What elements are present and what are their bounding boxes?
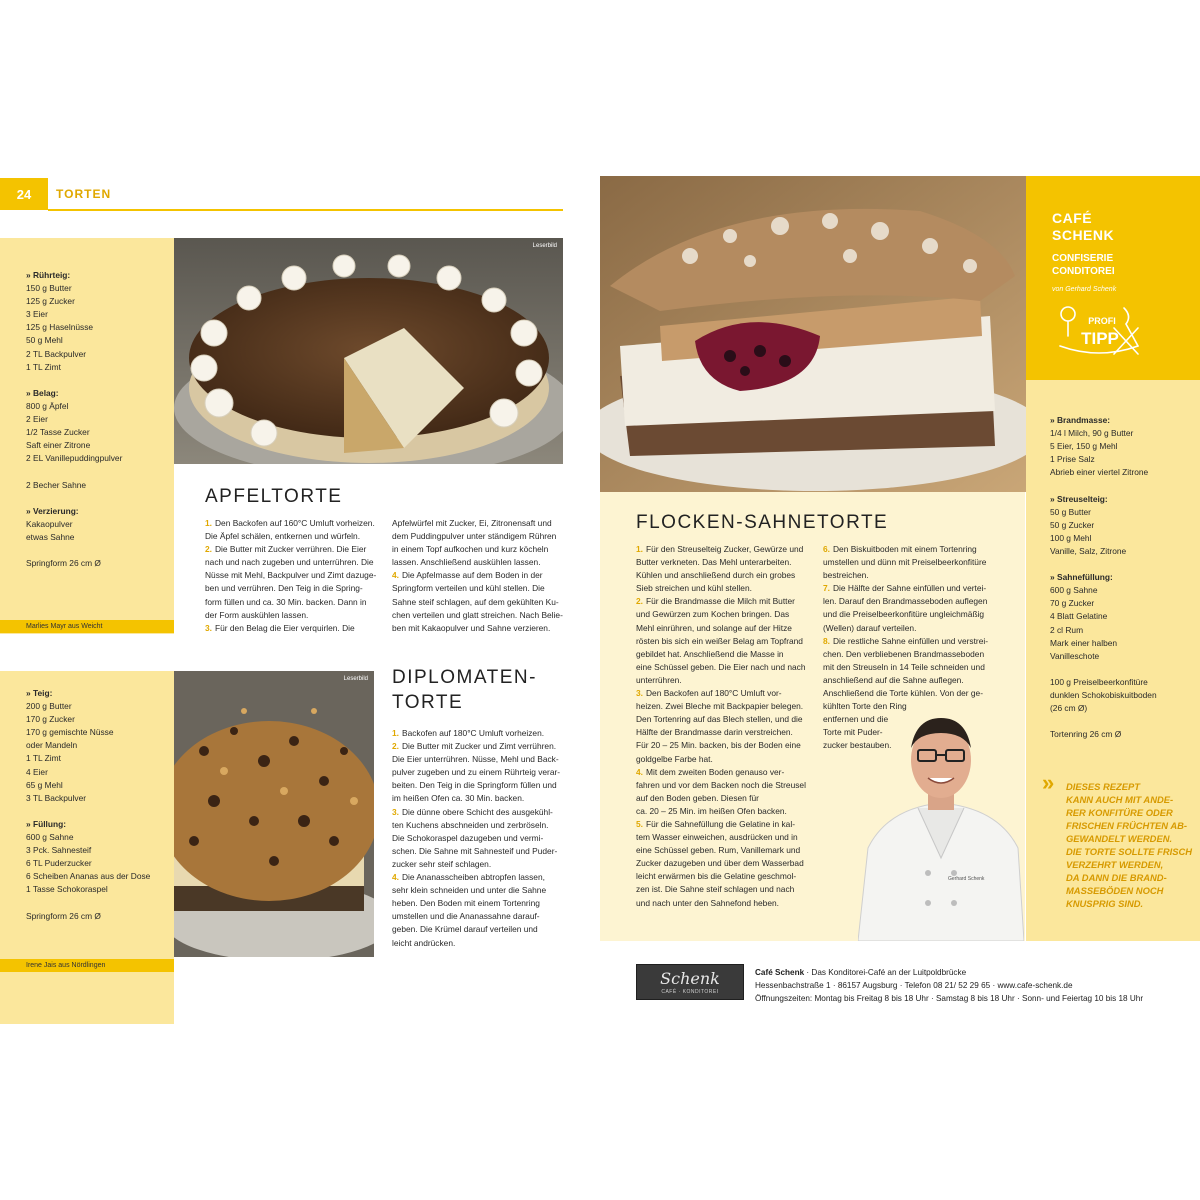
logo-wordmark: Schenk (660, 969, 720, 988)
logo-subtitle: CAFÉ · KONDITOREI (661, 989, 719, 995)
step-text: Für die Sahnefüllung die Gelatine in kal- (646, 818, 795, 829)
ingredient-spacer (1050, 715, 1157, 728)
ingredient-heading: » Streuselteig: (1050, 493, 1108, 504)
step-line (823, 582, 988, 595)
ingredient-item: Vanille, Salz, Zitrone (1050, 545, 1127, 556)
cafe-subtitle (1052, 252, 1115, 278)
step-line (392, 530, 563, 543)
ingredient-item: Tortenring 26 cm Ø (1050, 729, 1122, 740)
step-line (823, 687, 988, 700)
step-line (823, 674, 988, 687)
ingredient-item: (26 cm Ø) (1050, 703, 1088, 714)
ingredient-spacer (26, 492, 122, 505)
step-text: rösten bis sich ein weißer Belag am Topfrand (636, 635, 803, 646)
ingredient-item: 125 g Haselnüsse (26, 322, 94, 333)
flocken-photo (600, 176, 1026, 492)
cafe-name-line1: CAFÉ (1052, 210, 1093, 226)
ingredient-item: 2 cl Rum (1050, 624, 1084, 635)
apfeltorte-ingredients-panel (0, 238, 174, 634)
step-line (636, 792, 806, 805)
step-line (636, 674, 806, 687)
diplomatentorte-title (392, 665, 537, 715)
step-text: Mit dem zweiten Boden genauso ver- (646, 766, 785, 777)
step-text: leicht erwärmen bis die Gelatine geschmol- (636, 871, 797, 882)
step-number: 1. (392, 728, 399, 738)
step-text: kühlten Torte den Ring (823, 701, 907, 712)
contact-address: Hessenbachstraße 1 · 86157 Augsburg · Telefon 08 21/ 52 29 65 · www.cafe-schenk.de (755, 981, 1073, 990)
step-text: nach und nach zugeben und unterrühren. Die (205, 557, 374, 568)
step-text: Hälfte der Brandmasse darin verstreichen. (636, 727, 793, 738)
ingredient-item: oder Mandeln (26, 740, 78, 751)
ingredient-item: Saft einer Zitrone (26, 440, 91, 451)
step-text: Springform verteilen und kühl stellen. Die (392, 583, 545, 594)
diplomatentorte-title-line1: DIPLOMATEN- (392, 667, 537, 688)
ingredient-item: 1 TL Zimt (26, 753, 61, 764)
apfeltorte-reader-credit: Marlies Mayr aus Weicht (0, 620, 174, 633)
ingredient-spacer (1050, 479, 1157, 492)
step-text: Die Ananasscheiben abtropfen lassen, (402, 872, 545, 883)
apfeltorte-ingredients (26, 269, 122, 570)
step-line (823, 595, 988, 608)
step-line (636, 831, 806, 844)
apfeltorte-steps-col1 (205, 517, 376, 635)
ingredient-item: 1/2 Tasse Zucker (26, 427, 90, 438)
step-text: mit den Streuseln in 14 Teile schneiden und (823, 661, 985, 672)
ingredient-item: 170 g Zucker (26, 714, 75, 725)
diplomatentorte-photo-credit: Leserbild (343, 676, 368, 682)
step-text: ten Kuchens abschneiden und zerbröseln. (392, 819, 549, 830)
ingredient-spacer (26, 897, 150, 910)
step-text: in einem Topf aufkochen und kurz köcheln (392, 544, 549, 555)
step-text: fahren und vor dem Backen noch die Streusel (636, 779, 806, 790)
step-line (205, 543, 376, 556)
step-text: Den Tortenring auf das Blech stellen, und die (636, 714, 803, 725)
step-line (636, 700, 806, 713)
step-text: leicht andrücken. (392, 937, 456, 948)
step-line (636, 857, 806, 870)
ingredient-heading: » Belag: (26, 387, 59, 398)
diplomatentorte-steps (392, 727, 560, 950)
ingredient-item: Springform 26 cm Ø (26, 910, 101, 921)
ingredient-item: 150 g Butter (26, 283, 72, 294)
step-line (392, 845, 560, 858)
step-text: Sieb streichen und kühl stellen. (636, 583, 752, 594)
step-text: Die Äpfel schälen, entkernen und würfeln. (205, 531, 361, 542)
step-line (392, 923, 560, 936)
step-line (823, 661, 988, 674)
ingredient-spacer (26, 805, 150, 818)
step-line (392, 740, 560, 753)
step-text: beiten. Den Teig in die Springform füllen und (392, 780, 557, 791)
diplomatentorte-photo (174, 671, 374, 957)
step-text: Torte mit Puder- (823, 727, 883, 738)
ingredient-heading: » Brandmasse: (1050, 415, 1111, 425)
step-line (636, 897, 806, 910)
step-text: bestreichen. (823, 570, 869, 581)
step-text: Anschließend die Torte kühlen. Von der ge- (823, 688, 984, 699)
step-text: Mehl einrühren, und solange auf der Hitze (636, 622, 792, 633)
contact-name: Café Schenk (755, 968, 805, 977)
step-text: pulver zugeben und zu einem Rührteig verar- (392, 767, 561, 778)
ingredient-item: 1/4 l Milch, 90 g Butter (1050, 428, 1134, 439)
step-line (392, 937, 560, 950)
tip-line: KNUSPRIG SIND. (1066, 898, 1144, 909)
step-line (392, 897, 560, 910)
step-number: 3. (636, 688, 643, 699)
step-line (392, 556, 563, 569)
step-text: chen verteilen und glatt streichen. Nach Belie- (392, 609, 563, 620)
ingredient-item: 50 g Mehl (26, 335, 63, 346)
contact-line1 (755, 966, 1143, 979)
step-line (205, 622, 376, 635)
step-line (636, 582, 806, 595)
step-text: Die Eier unterrühren. Nüsse, Mehl und Back- (392, 754, 559, 765)
profi-tipp-badge (1054, 302, 1144, 360)
tip-line: KANN AUCH MIT ANDE- (1066, 794, 1174, 805)
step-text: Die Apfelmasse auf dem Boden in der (402, 570, 543, 581)
diplomatentorte-reader-credit: Irene Jais aus Nördlingen (0, 959, 174, 972)
step-line (392, 727, 560, 740)
step-line (823, 543, 988, 556)
step-line (392, 792, 560, 805)
step-line (823, 648, 988, 661)
step-text: anschließend auf die Sahne auflegen. (823, 674, 964, 685)
ingredient-spacer (26, 374, 122, 387)
ingredient-spacer (1050, 558, 1157, 571)
step-line (636, 569, 806, 582)
diplomatentorte-title-line2: TORTE (392, 692, 464, 713)
ingredient-item: Springform 26 cm Ø (26, 558, 101, 569)
step-text: ben mit Kakaopulver und Sahne verzieren. (392, 622, 551, 633)
step-text: umstellen und die Ananassahne darauf- (392, 911, 540, 922)
ingredient-item: Kakaopulver (26, 518, 73, 529)
chef-name-tag: Gerhard Schenk (948, 876, 985, 882)
cafe-subtitle-line2: CONDITOREI (1052, 266, 1115, 277)
step-line (823, 569, 988, 582)
ingredient-spacer (26, 544, 122, 557)
step-text: Apfelwürfel mit Zucker, Ei, Zitronensaft und (392, 518, 552, 528)
step-line (636, 818, 806, 831)
header-divider (48, 209, 563, 211)
ingredient-item: 1 Prise Salz (1050, 454, 1095, 465)
step-text: eine Schüssel geben. Die Eier nach und nach (636, 661, 806, 672)
step-text: ben und verrühren. Den Teig in die Spring- (205, 583, 363, 594)
step-line (205, 556, 376, 569)
step-text: zen ist. Die Sahne steif schlagen und nach (636, 884, 795, 895)
tipp-label: TIPP (1081, 329, 1119, 348)
step-text: eine Schüssel geben. Rum, Vanillemark und (636, 845, 801, 856)
step-number: 3. (205, 622, 212, 633)
step-line (392, 910, 560, 923)
cafe-schenk-box (1026, 176, 1200, 380)
apfeltorte-steps-col2 (392, 517, 563, 635)
ingredient-item: 2 Eier (26, 414, 48, 425)
step-text: Die Butter mit Zucker und Zimt verrühren. (402, 741, 557, 752)
step-number: 7. (823, 583, 830, 594)
step-line (392, 582, 563, 595)
tip-line: VERZEHRT WERDEN, (1066, 859, 1164, 870)
step-text: Für die Brandmasse die Milch mit Butter (646, 596, 795, 607)
step-line (636, 779, 806, 792)
step-line (205, 530, 376, 543)
page-number: 24 (0, 178, 48, 210)
flocken-steps-col1 (636, 543, 806, 910)
step-line (392, 517, 563, 530)
step-text: geben. Die Krümel darauf verteilen und (392, 924, 538, 935)
step-number: 4. (636, 766, 643, 777)
step-text: unterrühren. (636, 674, 682, 685)
step-text: Die restliche Sahne einfüllen und verstrei- (833, 635, 989, 646)
step-number: 3. (392, 806, 399, 817)
step-text: Den Backofen auf 160°C Umluft vorheizen. (215, 518, 375, 528)
step-text: und die Preiselbeerkonfitüre ungleichmäßig (823, 609, 985, 620)
ingredient-item: 50 g Butter (1050, 506, 1091, 517)
ingredient-item: 1 TL Zimt (26, 361, 61, 372)
step-text: der Form auskühlen lassen. (205, 609, 309, 620)
step-text: schen. Die Sahne mit Sahnesteif und Puder- (392, 845, 558, 856)
step-line (636, 726, 806, 739)
step-line (636, 753, 806, 766)
step-line (205, 596, 376, 609)
step-text: len. Darauf den Brandmasseboden auflegen (823, 596, 988, 607)
step-line (392, 622, 563, 635)
step-text: goldgelbe Farbe hat. (636, 753, 713, 764)
ingredient-item: 100 g Mehl (1050, 532, 1092, 543)
step-number: 8. (823, 635, 830, 646)
step-text: lassen. Anschließend auskühlen lassen. (392, 557, 541, 568)
apfeltorte-image (174, 238, 563, 464)
step-line (392, 753, 560, 766)
step-line (205, 582, 376, 595)
diplomatentorte-ingredients (26, 687, 150, 923)
step-text: Für 20 – 25 Min. backen, bis der Boden eine (636, 740, 801, 751)
step-line (823, 622, 988, 635)
step-text: Nüsse mit Mehl, Backpulver und Zimt dazuge- (205, 570, 377, 581)
step-text: dem Puddingpulver unter ständigem Rühren (392, 531, 557, 542)
step-line (205, 569, 376, 582)
ingredient-item: 3 Eier (26, 309, 48, 320)
cafe-name-line2: SCHENK (1052, 227, 1115, 243)
step-text: heben. Den Boden mit einem Tortenring (392, 898, 540, 909)
step-line (636, 766, 806, 779)
step-line (392, 832, 560, 845)
step-line (636, 661, 806, 674)
tip-line: FRISCHEN FRÜCHTEN AB- (1066, 820, 1188, 831)
step-line (636, 608, 806, 621)
step-number: 1. (205, 518, 212, 528)
step-line (636, 556, 806, 569)
ingredient-item: 800 g Äpfel (26, 400, 69, 411)
step-number: 6. (823, 544, 830, 554)
tip-line: MASSEBÖDEN NOCH (1066, 885, 1164, 896)
contact-hours: Öffnungszeiten: Montag bis Freitag 8 bis 18 Uhr · Samstag 8 bis 18 Uhr · Sonn- und Feiertag 10 bis 18 Uhr (755, 994, 1144, 1003)
step-text: Die Hälfte der Sahne einfüllen und vertei- (833, 583, 987, 594)
step-text: ca. 20 – 25 Min. im heißen Ofen backen. (636, 805, 787, 816)
step-text: Sahne steif schlagen, auf dem gekühlten Ku- (392, 596, 559, 607)
step-text: Den Backofen auf 180°C Umluft vor- (646, 688, 782, 699)
ingredient-item: 125 g Zucker (26, 296, 75, 307)
step-line (636, 687, 806, 700)
ingredient-item: 6 TL Puderzucker (26, 858, 92, 869)
ingredient-item: dunklen Schokobiskuitboden (1050, 689, 1157, 700)
apfeltorte-photo (174, 238, 563, 464)
chef-image (858, 708, 1024, 941)
ingredient-item: 600 g Sahne (26, 832, 74, 843)
ingredient-item: 600 g Sahne (1050, 585, 1098, 596)
step-text: gebildet hat. Anschließend die Masse in (636, 648, 784, 659)
flocken-ingredients-panel (1026, 380, 1200, 941)
step-text: entfernen und die (823, 714, 889, 725)
ingredient-item: 65 g Mehl (26, 779, 63, 790)
cafe-contact (755, 966, 1143, 1005)
ingredient-item: 6 Scheiben Ananas aus der Dose (26, 871, 151, 882)
ingredient-item: 5 Eier, 150 g Mehl (1050, 441, 1118, 452)
ingredient-heading: » Füllung: (26, 818, 67, 829)
section-title: TORTEN (56, 187, 112, 201)
step-line (392, 858, 560, 871)
step-text: im heißen Ofen ca. 30 Min. backen. (392, 793, 525, 804)
ingredient-item: 200 g Butter (26, 701, 72, 712)
ingredient-heading: » Verzierung: (26, 505, 79, 516)
step-line (636, 739, 806, 752)
step-line (392, 596, 563, 609)
step-line (636, 805, 806, 818)
step-text: tem Wasser einweichen, ausdrücken und in (636, 832, 798, 843)
step-line (636, 870, 806, 883)
step-number: 4. (392, 872, 399, 883)
apfeltorte-title: APFELTORTE (205, 486, 343, 507)
cafe-name (1052, 210, 1114, 244)
step-text: umstellen und dünn mit Preiselbeerkonfitüre (823, 557, 987, 568)
step-text: Zucker dazugeben und über dem Wasserbad (636, 858, 804, 869)
contact-tagline: · Das Konditorei-Café an der Luitpoldbrücke (804, 968, 967, 977)
tip-line: DIESES REZEPT (1066, 781, 1140, 792)
step-text: Die dünne obere Schicht des ausgekühl- (402, 806, 553, 817)
ingredient-item: etwas Sahne (26, 531, 75, 542)
step-text: Backofen auf 180°C Umluft vorheizen. (402, 728, 545, 738)
step-text: (Wellen) darauf verteilen. (823, 622, 917, 633)
step-line (392, 543, 563, 556)
apfeltorte-photo-credit: Leserbild (532, 243, 557, 249)
flocken-ingredients (1050, 414, 1157, 741)
ingredient-item: 2 TL Backpulver (26, 348, 87, 359)
diplomatentorte-image (174, 671, 374, 957)
step-line (823, 556, 988, 569)
ingredient-item: 2 Becher Sahne (26, 479, 87, 490)
ingredient-item: Mark einer halben (1050, 637, 1118, 648)
ingredient-item: 4 Blatt Gelatine (1050, 611, 1108, 622)
flocken-image (600, 176, 1026, 492)
step-number: 2. (392, 741, 399, 752)
step-text: zucker bestauben. (823, 740, 892, 751)
step-text: Den Biskuitboden mit einem Tortenring (833, 544, 977, 554)
ingredient-heading: » Rührteig: (26, 270, 71, 280)
step-line (823, 635, 988, 648)
step-line (392, 871, 560, 884)
step-line (636, 648, 806, 661)
step-line (392, 806, 560, 819)
step-text: Für den Belag die Eier verquirlen. Die (215, 622, 355, 633)
step-line (392, 779, 560, 792)
step-text: und nach unter den Sahnefond heben. (636, 897, 779, 908)
step-text: und Gewürzen zum Kochen bringen. Das (636, 609, 790, 620)
step-line (636, 595, 806, 608)
ingredient-spacer (1050, 663, 1157, 676)
step-text: Kühlen und anschließend durch ein grobes (636, 570, 796, 581)
ingredient-item: 4 Eier (26, 766, 48, 777)
tip-line: GEWANDELT WERDEN. (1066, 833, 1173, 844)
ingredient-item: 70 g Zucker (1050, 598, 1095, 609)
ingredient-item: 170 g gemischte Nüsse (26, 727, 114, 738)
cafe-subtitle-line1: CONFISERIE (1052, 253, 1114, 264)
ingredient-spacer (26, 465, 122, 478)
step-number: 2. (636, 596, 643, 607)
step-text: chen. Den verbliebenen Brandmasseboden (823, 648, 985, 659)
ingredient-item: 100 g Preiselbeerkonfitüre (1050, 676, 1148, 687)
step-line (392, 766, 560, 779)
ingredient-item: 1 Tasse Schokoraspel (26, 884, 108, 895)
step-number: 1. (636, 544, 643, 554)
tip-line: DA DANN DIE BRAND- (1066, 872, 1167, 883)
ingredient-heading: » Teig: (26, 688, 53, 698)
step-line (823, 608, 988, 621)
step-text: Die Butter mit Zucker verrühren. Die Eier (215, 544, 367, 555)
cafe-author: von Gerhard Schenk (1052, 286, 1117, 293)
tip-line: RER KONFITÜRE ODER (1066, 807, 1173, 818)
step-line (636, 713, 806, 726)
ingredient-item: 3 Pck. Sahnesteif (26, 845, 92, 856)
step-line (392, 819, 560, 832)
step-text: sehr klein schneiden und unter die Sahne (392, 885, 547, 896)
step-text: zucker sehr steif schlagen. (392, 858, 492, 869)
step-text: form füllen und ca. 30 Min. backen. Dann in (205, 596, 367, 607)
step-number: 2. (205, 544, 212, 555)
step-line (636, 883, 806, 896)
tip-line: DIE TORTE SOLLTE FRISCH (1066, 846, 1193, 857)
step-line (392, 609, 563, 622)
step-line (636, 844, 806, 857)
chef-portrait (858, 708, 1024, 941)
quote-icon: » (1042, 770, 1055, 795)
profi-tipp-icon (1054, 302, 1144, 360)
step-number: 4. (392, 570, 399, 581)
ingredient-item: Abrieb einer viertel Zitrone (1050, 467, 1149, 478)
step-line (636, 622, 806, 635)
step-line (205, 609, 376, 622)
step-text: heizen. Zwei Bleche mit Backpapier belegen. (636, 701, 804, 712)
step-line (205, 517, 376, 530)
ingredient-item: 50 g Zucker (1050, 519, 1095, 530)
ingredient-item: Vanilleschote (1050, 650, 1100, 661)
ingredient-item: 3 TL Backpulver (26, 792, 87, 803)
step-text: Butter verkneten. Das Mehl unterarbeiten. (636, 557, 792, 568)
ingredient-heading: » Sahnefüllung: (1050, 572, 1113, 583)
step-number: 5. (636, 818, 643, 829)
profi-label: PROFI (1088, 316, 1116, 326)
step-line (392, 569, 563, 582)
tip-quote (1066, 780, 1192, 910)
step-text: Für den Streuselteig Zucker, Gewürze und (646, 544, 804, 554)
step-text: Die Schokoraspel dazugeben und vermi- (392, 832, 544, 843)
step-line (636, 635, 806, 648)
cafe-schenk-logo (636, 964, 744, 1000)
step-text: auf den Boden geben. Diesen für (636, 792, 759, 803)
step-line (392, 884, 560, 897)
ingredient-item: 2 EL Vanillepuddingpulver (26, 453, 123, 464)
flocken-title: FLOCKEN-SAHNETORTE (636, 512, 889, 533)
step-line (636, 543, 806, 556)
